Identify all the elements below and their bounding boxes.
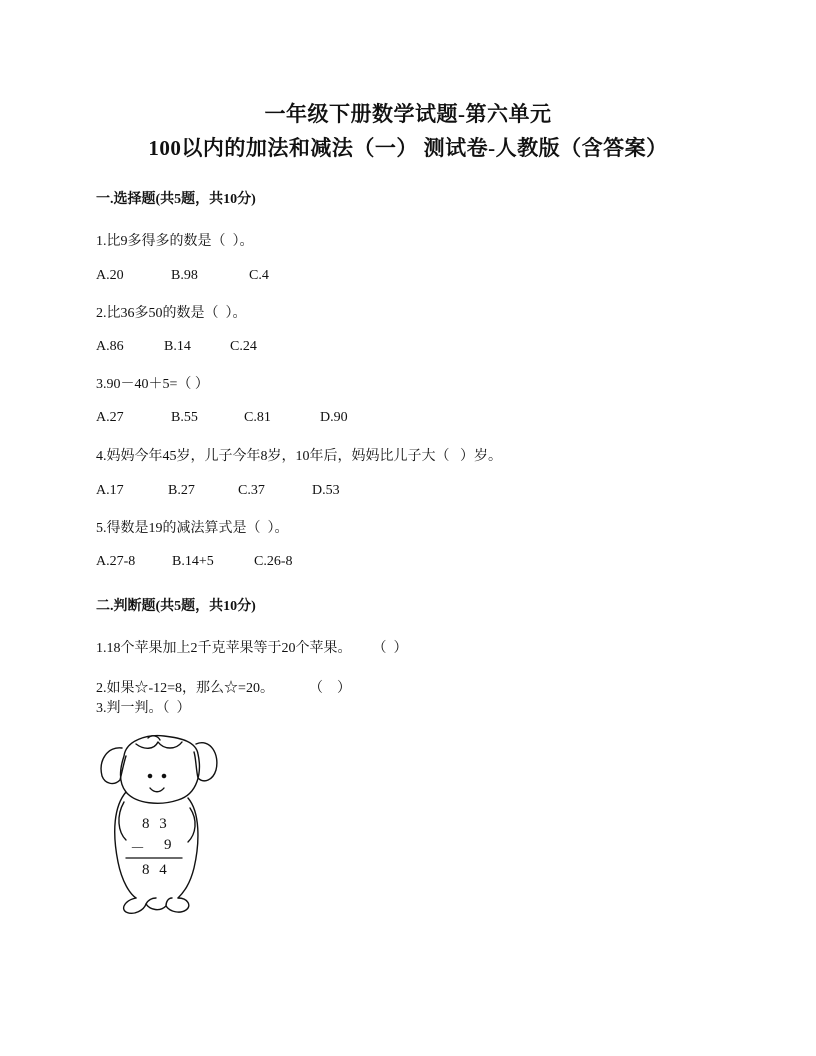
option: A.20 (96, 268, 124, 283)
calc-result: 8 4 (142, 862, 170, 878)
question-text: 3.判一判。（ ） (96, 701, 191, 716)
question-text: 4.妈妈今年45岁，儿子今年8岁，10年后，妈妈比儿子大（ ）岁。 (96, 449, 502, 464)
option: A.17 (96, 483, 124, 498)
calc-subtrahend: 9 (164, 837, 172, 853)
option: B.14+5 (172, 554, 214, 569)
question-options (96, 483, 340, 499)
option: C.37 (238, 483, 265, 498)
option: C.4 (249, 268, 269, 283)
question-text: 5.得数是19的减法算式是（ ）。 (96, 521, 289, 536)
option: B.98 (171, 268, 198, 283)
option: B.55 (171, 410, 198, 425)
option: A.27-8 (96, 554, 136, 569)
question-options (96, 339, 257, 355)
question-text: 2.如果☆-12=8，那么☆=20。 （ ） (96, 681, 351, 696)
section-heading-choice: 一.选择题(共5题，共10分) (96, 192, 256, 207)
question-options (96, 410, 348, 426)
cartoon-calculation-figure (96, 732, 226, 917)
option: D.90 (320, 410, 348, 425)
page-title-line1: 一年级下册数学试题-第六单元 (264, 102, 552, 126)
option: C.24 (230, 339, 257, 354)
option: C.26-8 (254, 554, 293, 569)
option: A.86 (96, 339, 124, 354)
question-text: 1.18个苹果加上2千克苹果等于20个苹果。 （ ） (96, 641, 408, 656)
option: B.27 (168, 483, 195, 498)
question-text: 3.90－40＋5=（ ） (96, 377, 209, 392)
question-options (96, 554, 293, 570)
option: D.53 (312, 483, 340, 498)
page-title-line2: 100以内的加法和减法（一） 测试卷-人教版（含答案） (148, 136, 668, 160)
option: C.81 (244, 410, 271, 425)
question-text: 1.比9多得多的数是（ ）。 (96, 234, 254, 249)
calc-minuend: 8 3 (142, 816, 170, 832)
question-text: 2.比36多50的数是（ ）。 (96, 306, 247, 321)
calc-minus-sign: － (130, 841, 146, 857)
option: A.27 (96, 410, 124, 425)
option: B.14 (164, 339, 191, 354)
question-options (96, 268, 269, 284)
section-heading-judgement: 二.判断题(共5题，共10分) (96, 599, 256, 614)
